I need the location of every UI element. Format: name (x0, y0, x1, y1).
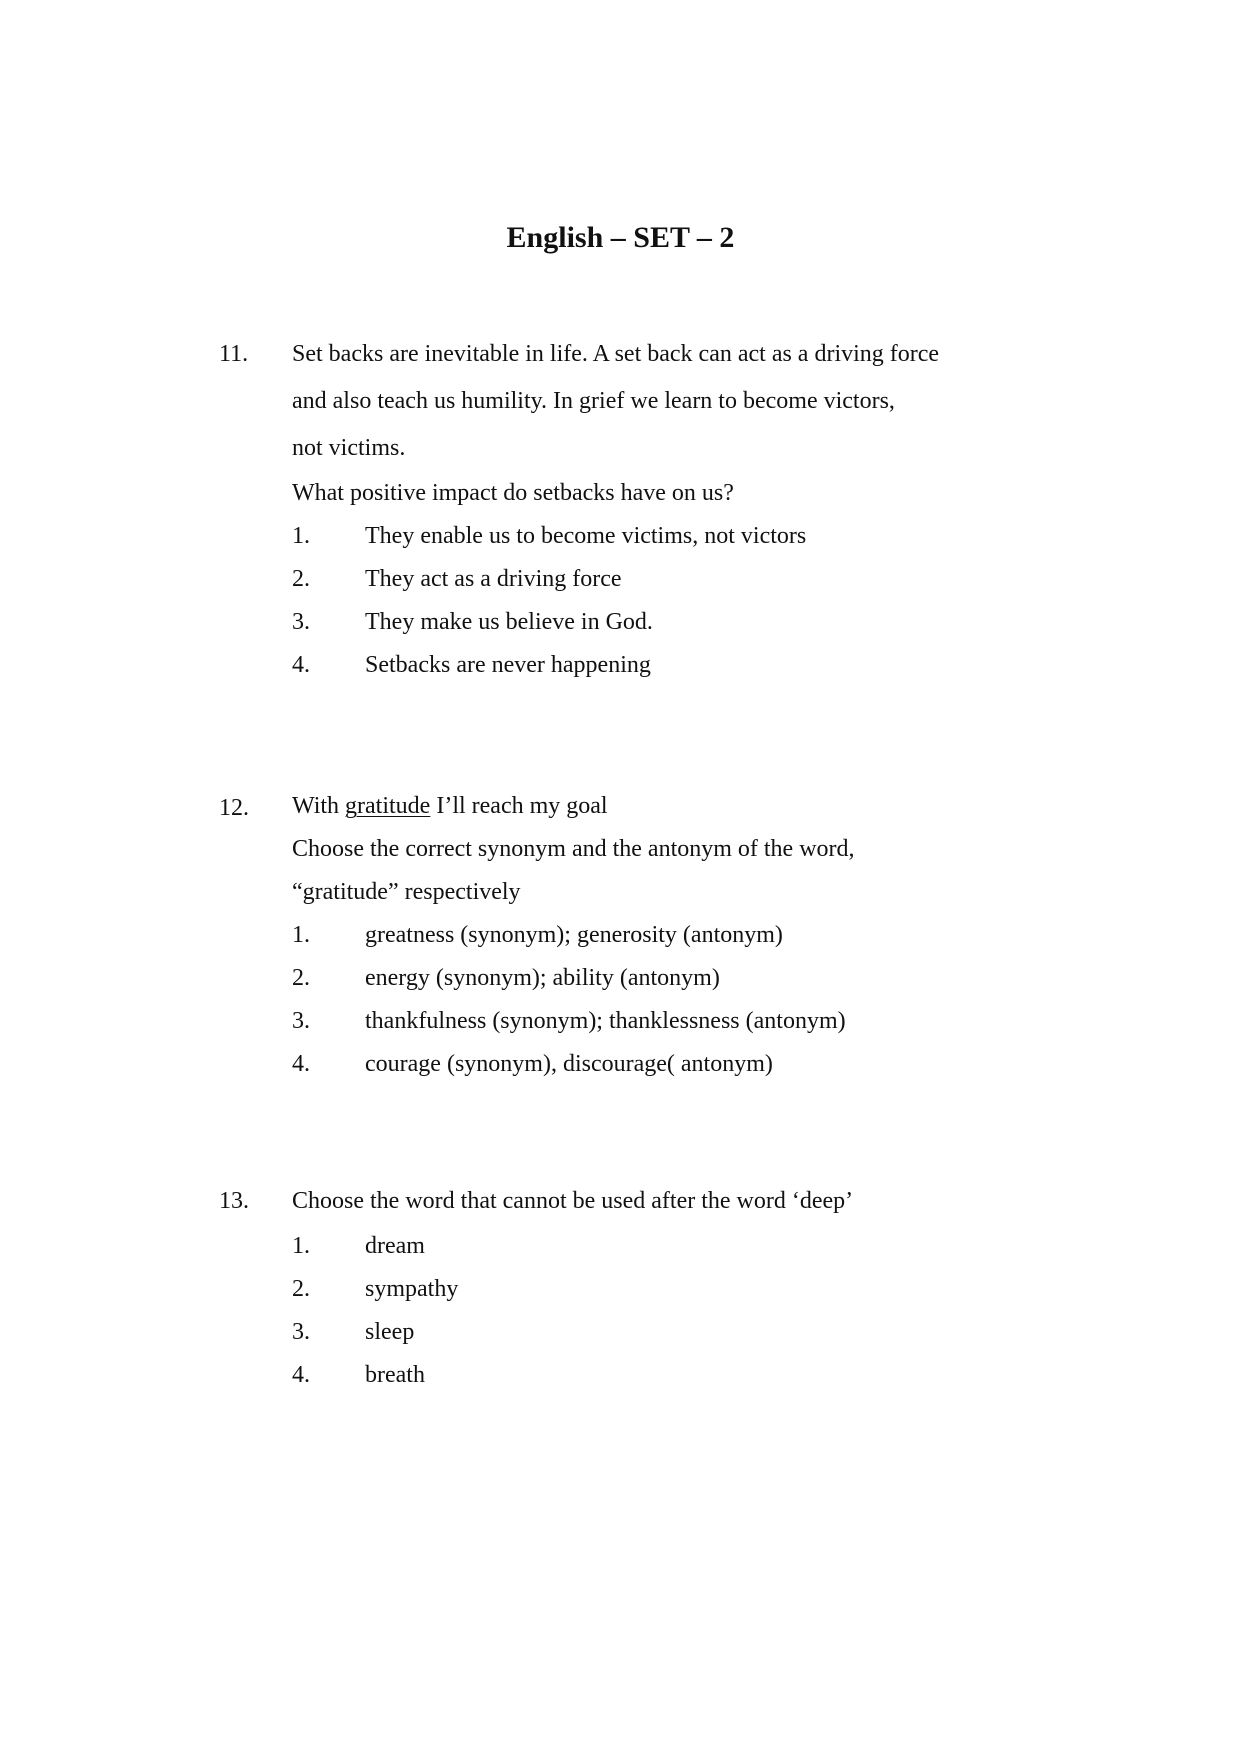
question-body (292, 331, 1052, 687)
question-number: 11. (219, 341, 249, 367)
answer-option (292, 914, 1052, 957)
page-title: English – SET – 2 (506, 221, 735, 254)
option-text: thankfulness (synonym); thanklessness (antonym) (365, 1008, 846, 1034)
answer-option (292, 1311, 1052, 1354)
option-number: 3. (292, 1008, 310, 1034)
question-stem-line: Choose the correct synonym and the antonym of the word, (292, 836, 855, 862)
option-text: Setbacks are never happening (365, 652, 651, 678)
answer-option (292, 1268, 1052, 1311)
stem-text: With (292, 793, 346, 819)
option-number: 4. (292, 1362, 310, 1388)
answer-options (292, 914, 1052, 1086)
option-number: 2. (292, 1276, 310, 1302)
answer-option (292, 644, 1052, 687)
question-stem-line: and also teach us humility. In grief we learn to become victors, (292, 388, 895, 414)
option-text: They act as a driving force (365, 566, 622, 592)
option-number: 4. (292, 652, 310, 678)
option-text: sleep (365, 1319, 415, 1345)
question-stem-line: not victims. (292, 435, 406, 461)
underlined-word: gratitude (345, 793, 431, 819)
answer-option (292, 601, 1052, 644)
option-number: 2. (292, 965, 310, 991)
question-prompt: What positive impact do setbacks have on us? (292, 480, 734, 506)
stem-text: I’ll reach my goal (430, 793, 608, 819)
option-text: courage (synonym), discourage( antonym) (365, 1051, 773, 1077)
option-text: greatness (synonym); generosity (antonym) (365, 922, 783, 948)
option-text: energy (synonym); ability (antonym) (365, 965, 720, 991)
question-stem-line: Set backs are inevitable in life. A set back can act as a driving force (292, 341, 940, 367)
answer-option (292, 1043, 1052, 1086)
option-text: breath (365, 1362, 425, 1388)
option-text: sympathy (365, 1276, 459, 1302)
option-text: They make us believe in God. (365, 609, 653, 635)
question-body (292, 785, 1052, 1086)
answer-option (292, 515, 1052, 558)
option-number: 1. (292, 922, 310, 948)
answer-option (292, 957, 1052, 1000)
question-number: 13. (219, 1188, 249, 1214)
answer-options (292, 515, 1052, 687)
question-body (292, 1178, 1052, 1397)
option-number: 3. (292, 609, 310, 635)
option-number: 2. (292, 566, 310, 592)
option-number: 1. (292, 523, 310, 549)
answer-option (292, 1000, 1052, 1043)
option-number: 1. (292, 1233, 310, 1259)
option-text: They enable us to become victims, not victors (365, 523, 807, 549)
option-number: 3. (292, 1319, 310, 1345)
question-stem-line (292, 785, 1052, 828)
question-prompt: “gratitude” respectively (292, 879, 521, 905)
question-prompt: Choose the word that cannot be used after the word ‘deep’ (292, 1188, 854, 1214)
answer-option (292, 558, 1052, 601)
answer-option (292, 1225, 1052, 1268)
question-number: 12. (219, 795, 249, 821)
option-number: 4. (292, 1051, 310, 1077)
answer-options (292, 1225, 1052, 1397)
option-text: dream (365, 1233, 425, 1259)
answer-option (292, 1354, 1052, 1397)
